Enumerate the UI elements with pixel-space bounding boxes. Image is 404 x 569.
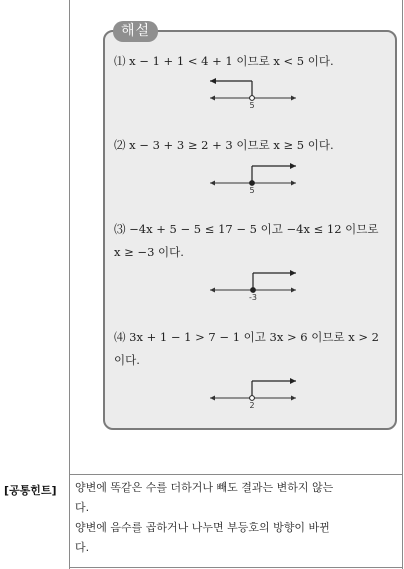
numline-3-ray-arrow	[290, 270, 296, 276]
numline-2-arrow-right	[291, 181, 296, 186]
numline-2-point	[250, 181, 255, 186]
hint-line-1: 양변에 똑같은 수를 더하거나 빼도 결과는 변하지 않는	[75, 481, 334, 494]
numline-2-ray-arrow	[290, 163, 296, 169]
numline-2-arrow-left	[210, 181, 215, 186]
item-4-line-1: ⑷ 3x + 1 − 1 > 7 − 1 이고 3x > 6 이므로 x > 2	[114, 330, 379, 344]
hint-line-4: 다.	[75, 541, 90, 554]
hint-line-2: 다.	[75, 501, 90, 514]
numline-1-label: 5	[249, 101, 255, 110]
numline-3-point	[251, 288, 256, 293]
numline-1-arrow-left	[210, 96, 215, 101]
numline-4-arrow-right	[291, 396, 296, 401]
item-3-line-2: x ≥ −3 이다.	[114, 245, 184, 259]
numline-1-arrow-right	[291, 96, 296, 101]
numline-2-label: 5	[249, 186, 255, 195]
item-2-line-1: ⑵ x − 3 + 3 ≥ 2 + 3 이므로 x ≥ 5 이다.	[114, 138, 334, 152]
solution-badge: 해설	[113, 21, 158, 42]
numline-3-arrow-left	[210, 288, 215, 293]
numline-4-ray-arrow	[290, 378, 296, 384]
numline-3-label: -3	[249, 293, 257, 302]
numline-4-point	[250, 396, 255, 401]
numline-4-label: 2	[249, 401, 255, 410]
numline-1-ray-arrow	[210, 78, 216, 84]
hint-line-3: 양변에 음수를 곱하거나 나누면 부등호의 방향이 바뀐	[75, 521, 330, 534]
item-3-line-1: ⑶ −4x + 5 − 5 ≤ 17 − 5 이고 −4x ≤ 12 이므로	[114, 222, 379, 236]
hint-label: [공통힌트]	[4, 484, 57, 497]
item-1-line-1: ⑴ x − 1 + 1 < 4 + 1 이므로 x < 5 이다.	[114, 54, 334, 68]
numline-3-arrow-right	[291, 288, 296, 293]
item-4-line-2: 이다.	[114, 353, 140, 367]
numline-1-point	[250, 96, 255, 101]
numline-4-arrow-left	[210, 396, 215, 401]
